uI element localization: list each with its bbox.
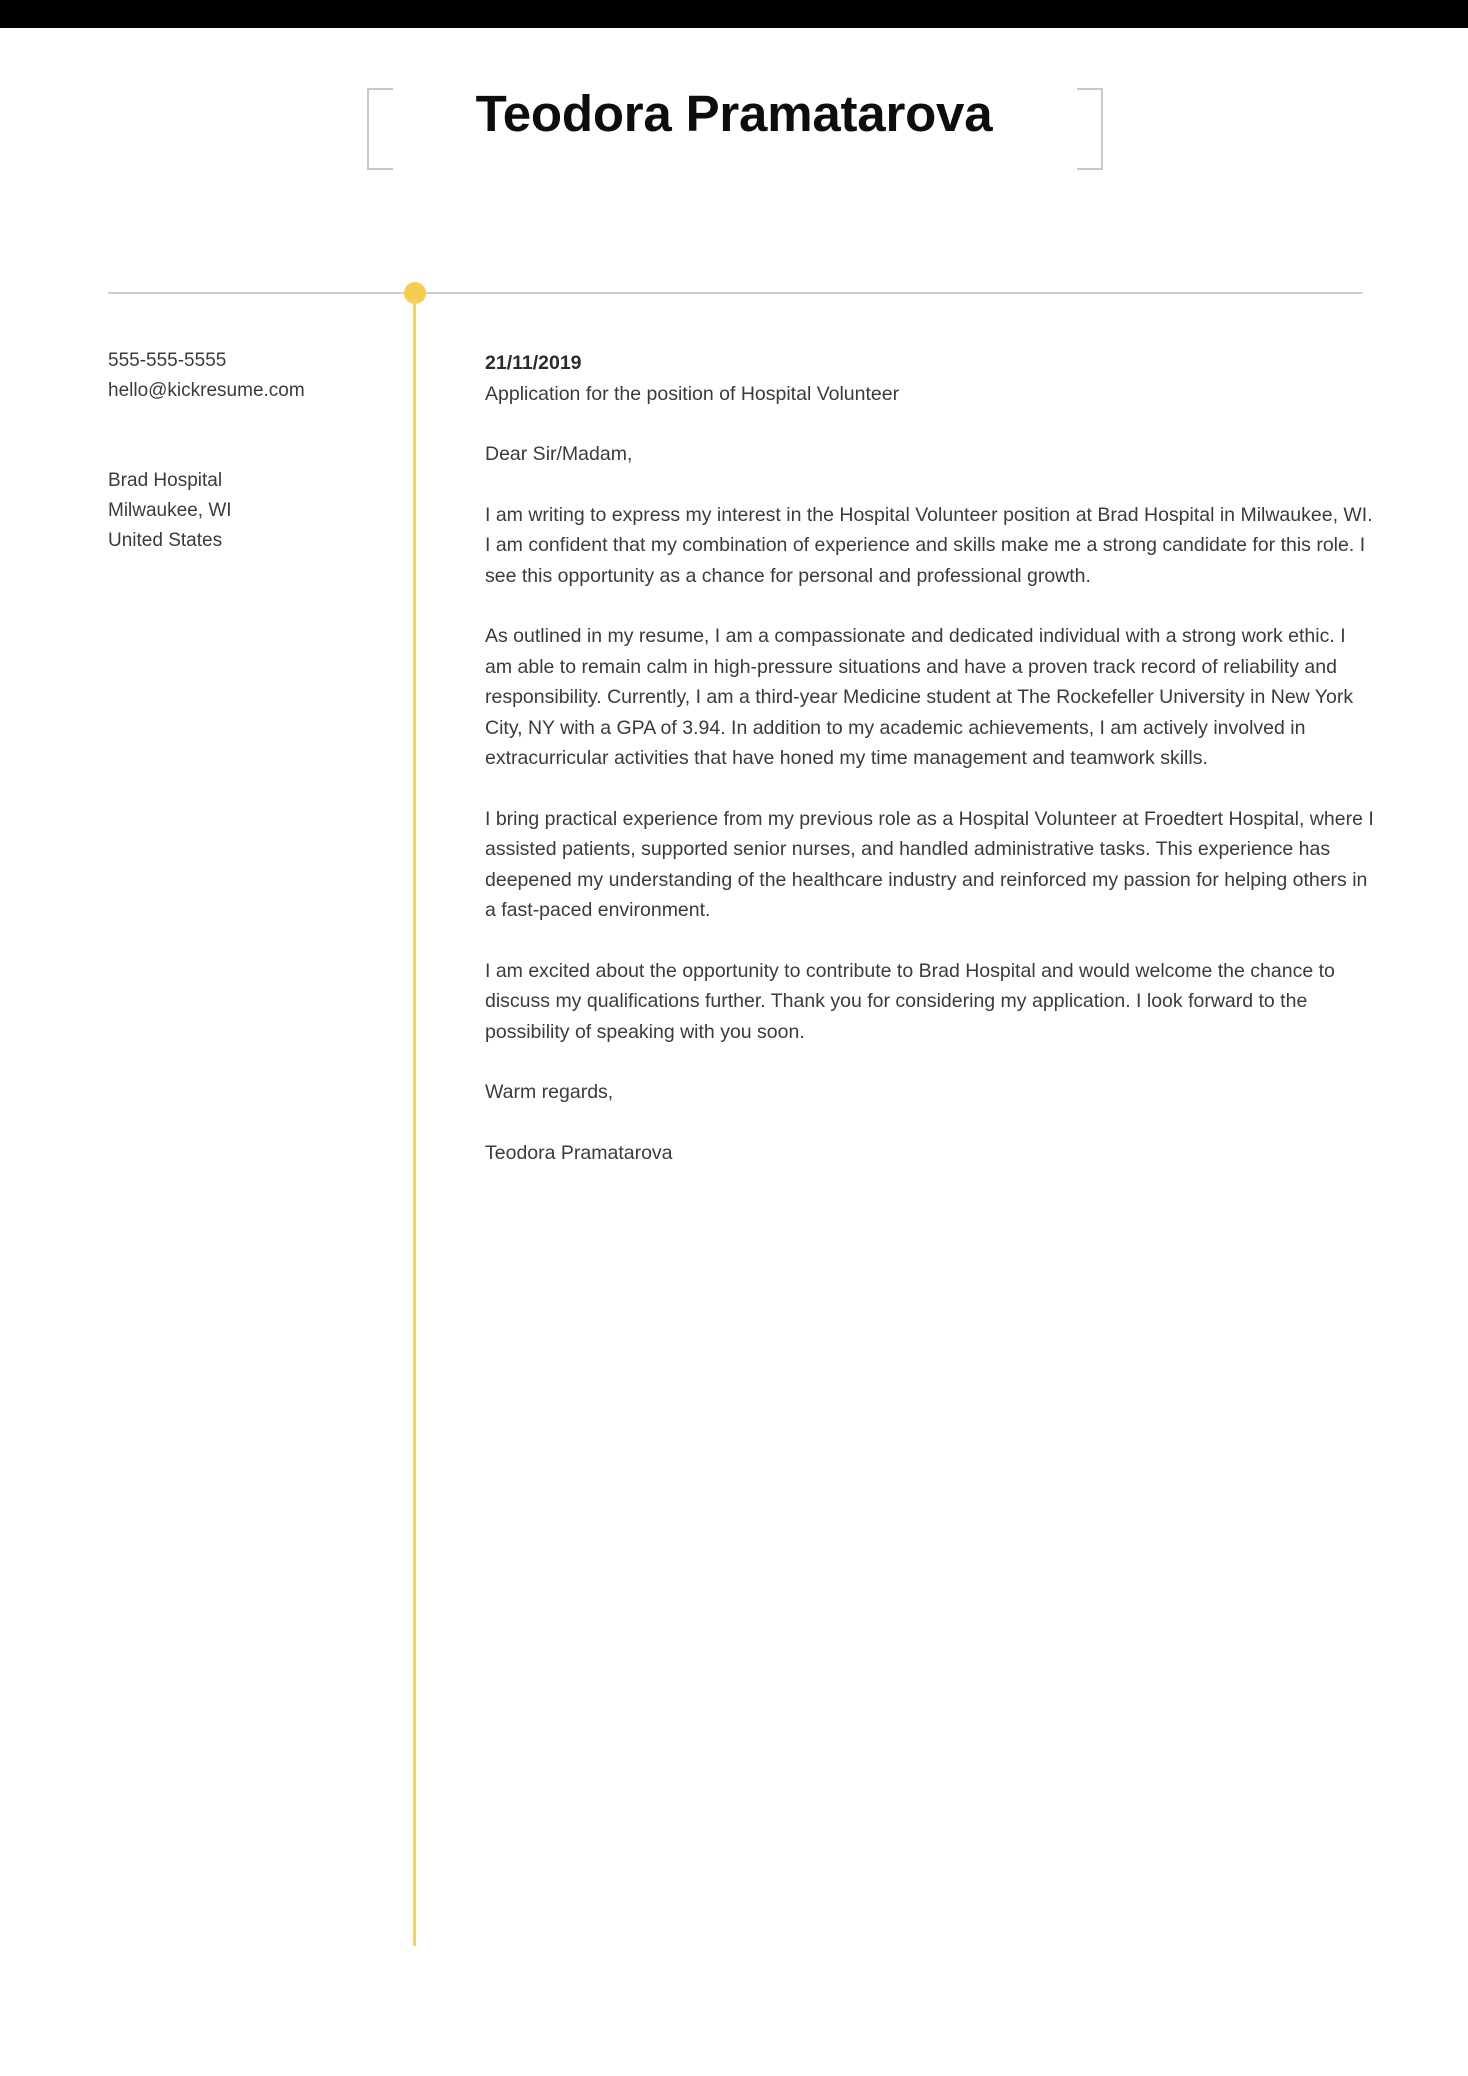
letter-date: 21/11/2019 <box>485 352 582 374</box>
recipient-city-state: Milwaukee, WI <box>108 500 232 521</box>
letter-subject: Application for the position of Hospital Volunteer <box>485 382 900 405</box>
letter-paragraph: I bring practical experience from my previous role as a Hospital Volunteer at Froedtert Hospital, where I assisted patients, supported senior nurses, and handled administrative tasks. This experience has deepened my understanding of the healthcare industry and reinforced my passion for helping others in a fast-paced environment. <box>485 807 1374 921</box>
letter-body <box>485 348 1375 1168</box>
top-black-band <box>0 0 1468 28</box>
letter-header <box>0 85 1468 198</box>
bracket-left-decoration <box>367 88 393 170</box>
phone-number: 555-555-5555 <box>108 350 227 371</box>
letter-salutation: Dear Sir/Madam, <box>485 443 633 465</box>
contact-sidebar <box>108 346 378 556</box>
letter-closing: Warm regards, <box>485 1081 614 1103</box>
letter-meta <box>485 348 1375 409</box>
recipient-block <box>108 466 378 556</box>
name-wrapper <box>0 85 1468 142</box>
sidebar-spacer <box>108 406 378 466</box>
page-title: Teodora Pramatarova <box>475 85 993 142</box>
horizontal-divider <box>108 292 1363 294</box>
recipient-country: United States <box>108 530 223 551</box>
email-address: hello@kickresume.com <box>108 380 305 401</box>
bracket-right-decoration <box>1077 88 1103 170</box>
vertical-accent-line <box>413 300 416 1946</box>
letter-sheet <box>0 28 1468 2076</box>
letter-signature: Teodora Pramatarova <box>485 1141 673 1164</box>
letter-paragraph: As outlined in my resume, I am a compassionate and dedicated individual with a strong work ethic. I am able to remain calm in high-pressure situations and have a proven track record of reliability and responsibility. Currently, I am a third-year Medicine student at The Rockefeller University in New York City, NY with a GPA of 3.94. In addition to my academic achievements, I am actively involved in extracurricular activities that have honed my time management and teamwork skills. <box>485 625 1354 769</box>
letter-paragraph: I am excited about the opportunity to contribute to Brad Hospital and would welcome the chance to discuss my qualifications further. Thank you for considering my application. I look forward to the possibility of speaking with you soon. <box>485 959 1335 1043</box>
contact-block <box>108 346 378 406</box>
recipient-organization: Brad Hospital <box>108 470 223 491</box>
letter-paragraph: I am writing to express my interest in the Hospital Volunteer position at Brad Hospital in Milwaukee, WI. I am confident that my combination of experience and skills make me a strong candidate for this role. I see this opportunity as a chance for personal and professional growth. <box>485 503 1373 587</box>
